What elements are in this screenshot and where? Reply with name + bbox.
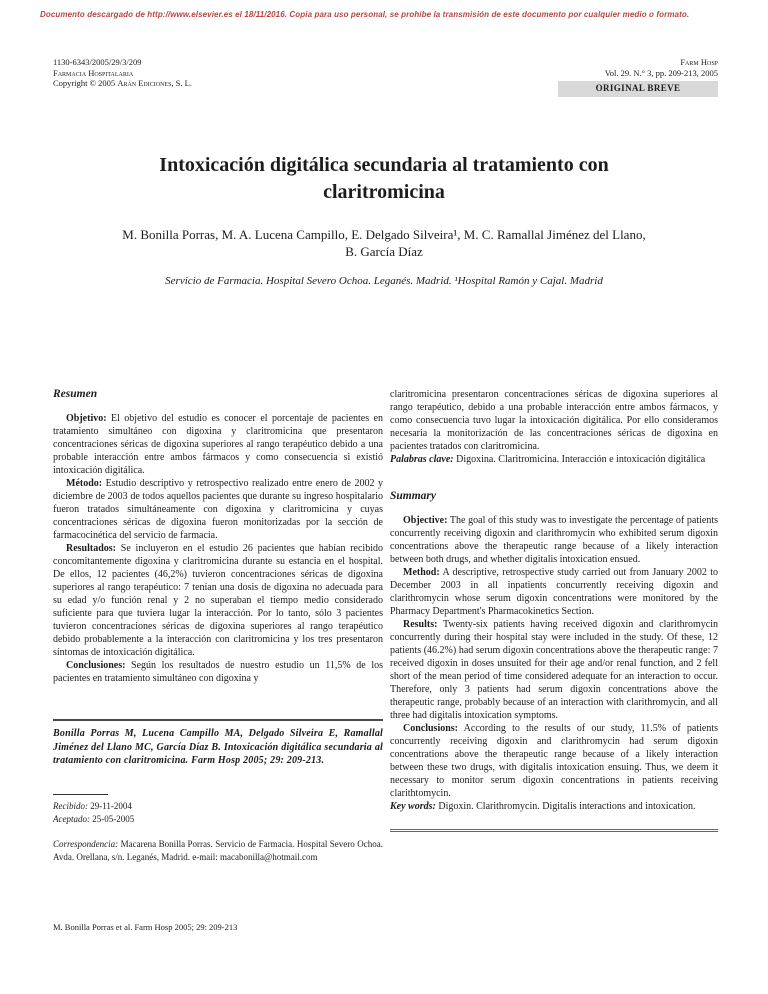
download-notice-banner: Documento descargado de http://www.elsevier.es el 18/11/2016. Copia para uso personal, se prohibe la transmisión de este documento por cualquier medio o formato. <box>40 10 690 19</box>
summary-results-label: Results: <box>403 619 438 630</box>
copyright-prefix: Copyright © 2005 <box>53 78 118 88</box>
summary-objective-paragraph <box>390 514 718 566</box>
summary-results-paragraph <box>390 618 718 722</box>
resumen-resultados-paragraph <box>53 542 383 659</box>
received-value: 29-11-2004 <box>88 800 132 811</box>
correspondence-text: Macarena Bonilla Porras. Servicio de Farmacia. Hospital Severo Ochoa. Avda. Orellana, s/n. Leganés, Madrid. e-mail: macabonilla@hotmail.com <box>53 838 383 862</box>
authors-line1: M. Bonilla Porras, M. A. Lucena Campillo, E. Delgado Silveira¹, M. C. Ramallal Jiménez del Llano, <box>122 227 646 242</box>
key-words-paragraph <box>390 800 718 813</box>
article-title-line1: Intoxicación digitálica secundaria al tratamiento con <box>159 154 609 176</box>
left-column <box>53 388 383 873</box>
journal-header <box>53 57 718 97</box>
article-type-badge: ORIGINAL BREVE <box>558 81 718 97</box>
summary-conclusions-label: Conclusions: <box>403 723 459 734</box>
journal-abbrev: Farm Hosp <box>680 57 718 67</box>
copyright-line <box>53 78 192 89</box>
resumen-objetivo-label: Objetivo: <box>66 413 107 424</box>
resumen-conclusiones-paragraph <box>53 659 383 685</box>
resumen-metodo-text: Estudio descriptivo y retrospectivo realizado entre enero de 2002 y diciembre de 2003 de todos aquellos pacientes que durante su ingreso hospitalario fueron tratados simultáneamente con digoxina y claritromicina y cuyas concentraciones séricas de digoxina fueron monitorizadas por la sección de farmacocinética del servicio de farmacia. <box>53 478 383 541</box>
publisher-name: Arán Ediciones, S. L. <box>117 78 192 88</box>
affiliation: Servicio de Farmacia. Hospital Severo Ochoa. Leganés. Madrid. ¹Hospital Ramón y Cajal. Madrid <box>165 275 603 287</box>
correspondence-block <box>53 838 383 864</box>
dates-rule <box>53 794 108 795</box>
summary-method-paragraph <box>390 566 718 618</box>
resumen-resultados-text: Se incluyeron en el estudio 26 pacientes que habían recibido concomitantemente digoxina y claritromicina durante su estancia en el hospital. De ellos, 12 pacientes (46,2%) tuvieron concentraciones séricas de digoxina superiores al rango terapéutico: 7 tenían una dosis de digoxina no adecuada para su edad y/o función renal y 2 no superaban el tiempo medio considerado suficiente para que tuviera lugar la interacción. Por lo tanto, sólo 3 pacientes tuvieron concentraciones séricas de digoxina superiores al rango terapéutico debido probablemente a la interacción con claritromicina y los tres presentaron síntomas de intoxicación digitálica. <box>53 543 383 658</box>
accepted-line <box>53 813 383 826</box>
key-words-text: Digoxin. Clarithromycin. Digitalis interactions and intoxication. <box>435 801 696 812</box>
resumen-continuation-paragraph: claritromicina presentaron concentraciones séricas de digoxina superiores al rango terapéutico, debido a una probable interacción entre ambos fármacos, y como consecuencia tuvo lugar la intoxicación digitálica. Por ello consideramos necesaria la monitorización de las concentraciones séricas de digoxina en pacientes tratados con claritromicina. <box>390 389 718 452</box>
dates-block <box>53 794 383 826</box>
article-title <box>0 152 768 206</box>
journal-name: Farmacia Hospitalaria <box>53 67 134 78</box>
received-label: Recibido: <box>53 800 88 811</box>
resumen-objetivo-paragraph <box>53 412 383 477</box>
correspondence-label: Correspondencia: <box>53 838 119 849</box>
resumen-heading: Resumen <box>53 388 98 400</box>
section-divider-rule <box>390 829 718 832</box>
summary-conclusions-paragraph <box>390 722 718 800</box>
authors <box>0 226 768 260</box>
summary-heading: Summary <box>390 490 437 502</box>
palabras-clave-paragraph <box>390 453 718 466</box>
resumen-metodo-paragraph <box>53 477 383 542</box>
resumen-resultados-label: Resultados: <box>66 543 117 554</box>
resumen-objetivo-text: El objetivo del estudio es conocer el porcentaje de pacientes en tratamiento simultáneo con digoxina y claritromicina que presentaron concentraciones séricas de digoxina superiores al rango terapéutico debido a una probable interacción entre ambos fármacos y como consecuencia si existió intoxicación digitálica. <box>53 413 383 476</box>
right-column <box>390 388 718 832</box>
key-words-label: Key words: <box>390 801 436 812</box>
summary-method-text: A descriptive, retrospective study carried out from January 2002 to December 2003 in all inpatients concurrently receiving digoxin and clarithromycin whose serum digoxin concentrations were monitored by the Pharmacy Department's Pharmacokinetics Section. <box>390 567 718 617</box>
volume-line: Vol. 29. N.° 3, pp. 209-213, 2005 <box>604 67 718 78</box>
authors-line2: B. García Díaz <box>345 244 423 259</box>
palabras-clave-text: Digoxina. Claritromicina. Interacción e intoxicación digitálica <box>453 454 706 465</box>
article-title-line2: claritromicina <box>323 181 445 203</box>
journal-header-left <box>53 57 192 97</box>
journal-header-right <box>558 57 718 97</box>
resumen-conclusiones-label: Conclusiones: <box>66 660 126 671</box>
summary-results-text: Twenty-six patients having received digoxin and clarithromycin concurrently during their hospital stay were included in the study. Of these, 12 patients (46.2%) had serum digoxin concentrations above the therapeutic range: 7 received digoxin in doses unsuited for their age and/or renal function, and 2 fell short of the mean period of time considered adequate for an interaction to occur. Therefore, only 3 patients had serum digoxin concentrations above the therapeutic range, probably because of an interaction with clarithromycin, and all three had digitalis intoxication symptoms. <box>390 619 718 721</box>
summary-objective-text: The goal of this study was to investigate the percentage of patients concurrently receiving digoxin and clarithromycin who exhibited serum digoxin concentrations above the therapeutic range because of a likely interaction between both drugs, and whether digitalis intoxication ensued. <box>390 515 718 565</box>
running-footer: M. Bonilla Porras et al. Farm Hosp 2005; 29: 209-213 <box>53 922 238 932</box>
resumen-conclusiones-text: Según los resultados de nuestro estudio un 11,5% de los pacientes en tratamiento simultáneo con digoxina y <box>53 660 383 684</box>
summary-method-label: Method: <box>403 567 440 578</box>
accepted-label: Aceptado: <box>53 813 90 824</box>
citation-block: Bonilla Porras M, Lucena Campillo MA, Delgado Silveira E, Ramallal Jiménez del Llano MC, García Díaz B. Intoxicación digitálica secundaria al tratamiento con claritromicina. Farm Hosp 2005; 29: 209-213. <box>53 719 383 768</box>
resumen-metodo-label: Método: <box>66 478 103 489</box>
accepted-value: 25-05-2005 <box>89 813 135 824</box>
summary-objective-label: Objective: <box>403 515 448 526</box>
summary-conclusions-text: According to the results of our study, 11.5% of patients concurrently receiving digoxin and clarithromycin had serum digoxin concentrations above the therapeutic range because of a likely interaction between these two drugs, with digitalis intoxication ensuing. Thus, we deem it necessary to monitor serum digoxin concentrations in patients receiving clarithtomycin. <box>390 723 718 799</box>
issn-line: 1130-6343/2005/29/3/209 <box>53 57 142 67</box>
received-line <box>53 800 383 813</box>
palabras-clave-label: Palabras clave: <box>390 454 454 465</box>
